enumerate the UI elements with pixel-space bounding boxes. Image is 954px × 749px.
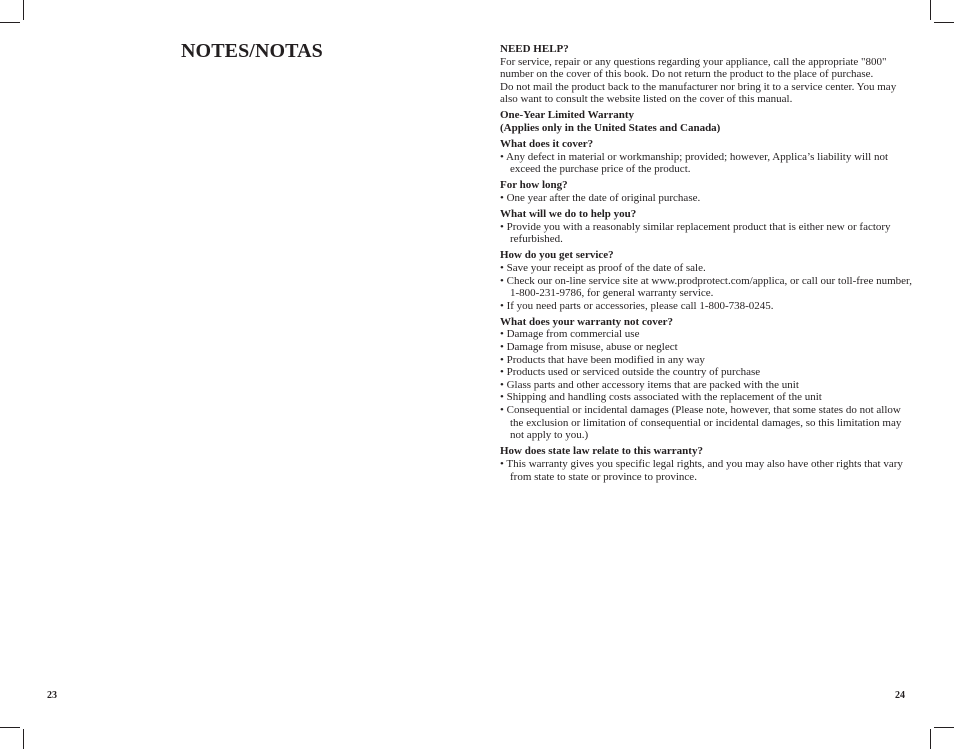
- crop-mark: [934, 727, 954, 728]
- page-number-right: 24: [895, 690, 905, 701]
- list-item: • Consequential or incidental damages (Please note, however, that some states do not allow the exclusion or limitation of consequential or incidental damages, so this limitation may not apply to you.): [500, 404, 902, 442]
- need-help-heading: NEED HELP?: [500, 43, 569, 55]
- list-item: • Provide you with a reasonably similar replacement product that is either new or factory refurbished.: [500, 220, 891, 246]
- section-heading: What will we do to help you?: [500, 208, 637, 221]
- list-item: • Products used or serviced outside the country of purchase: [500, 366, 761, 379]
- warranty-title-block: [500, 109, 915, 134]
- list-item: • Save your receipt as proof of the date of sale.: [500, 262, 706, 274]
- crop-mark: [934, 22, 954, 23]
- crop-mark: [930, 729, 931, 749]
- need-help-text: For service, repair or any questions regarding your appliance, call the appropriate "800" number on the cover of this book. Do not return the product to the place of purchase.: [500, 55, 887, 81]
- section-heading: What does it cover?: [500, 138, 594, 151]
- crop-mark: [0, 22, 20, 23]
- list-item: • Check our on-line service site at www.prodprotect.com/applica, or call our toll-free number, 1-800-231-9786, for general warranty service.: [500, 274, 912, 300]
- list-item: • One year after the date of original purchase.: [500, 192, 701, 205]
- crop-mark: [23, 0, 24, 20]
- crop-mark: [0, 727, 20, 728]
- exclusions-section: [500, 316, 915, 442]
- crop-mark: [23, 729, 24, 749]
- list-item: • Damage from misuse, abuse or neglect: [500, 341, 678, 354]
- section-heading: How does state law relate to this warranty?: [500, 445, 703, 458]
- state-law-section: [500, 445, 915, 483]
- section-heading: For how long?: [500, 179, 568, 192]
- warranty-column: [500, 43, 915, 487]
- page-number-left: 23: [47, 690, 57, 701]
- list-item: • Glass parts and other accessory items that are packed with the unit: [500, 378, 799, 391]
- crop-mark: [930, 0, 931, 20]
- list-item: • If you need parts or accessories, please call 1-800-738-0245.: [500, 299, 774, 312]
- section-heading: How do you get service?: [500, 249, 614, 262]
- list-item: • Shipping and handling costs associated with the replacement of the unit: [500, 391, 822, 404]
- warranty-title: One-Year Limited Warranty: [500, 109, 635, 122]
- warranty-subtitle: (Applies only in the United States and Canada): [500, 122, 721, 135]
- list-item: • Damage from commercial use: [500, 328, 640, 341]
- need-help-text: Do not mail the product back to the manufacturer nor bring it to a service center. You may also want to consult the website listed on the cover of this manual.: [500, 80, 897, 106]
- need-help-section: [500, 43, 915, 106]
- section-heading: What does your warranty not cover?: [500, 315, 674, 328]
- list-item: • Any defect in material or workmanship; provided; however, Applica’s liability will not exceed the purchase price of the product.: [500, 150, 889, 176]
- page-title: NOTES/NOTAS: [181, 40, 323, 62]
- list-item: • Products that have been modified in any way: [500, 353, 705, 366]
- help-section: [500, 208, 915, 246]
- duration-section: [500, 179, 915, 204]
- list-item: • This warranty gives you specific legal rights, and you may also have other rights that vary from state to state or province to province.: [500, 457, 903, 483]
- service-section: [500, 249, 915, 312]
- coverage-section: [500, 138, 915, 176]
